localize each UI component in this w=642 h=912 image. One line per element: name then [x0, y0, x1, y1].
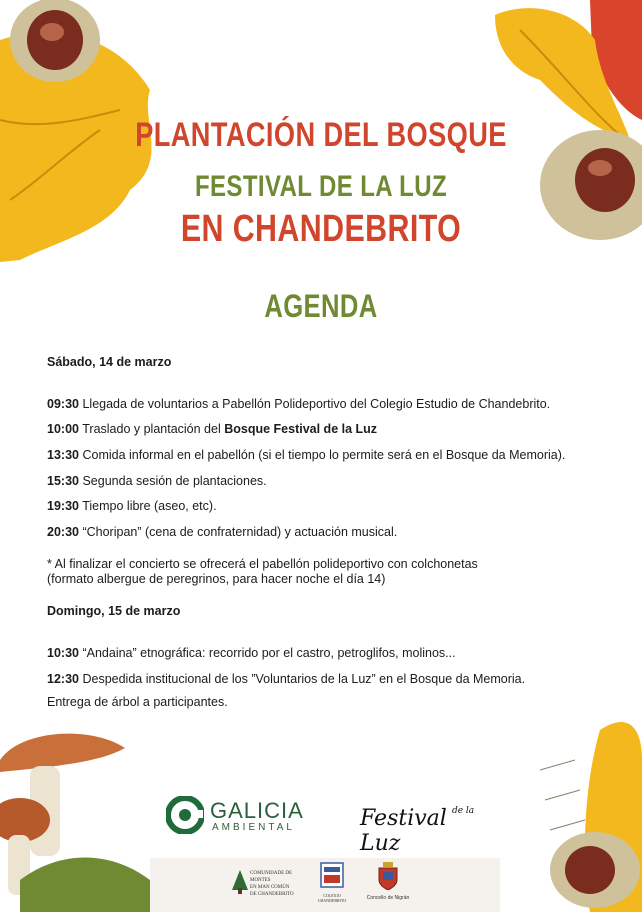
agenda-item: 12:30 Despedida institucional de los ”Voluntarios de la Luz” en el Bosque da Memoria. [47, 672, 526, 686]
montes-line-3: DE CHANDEBRITO [250, 892, 294, 897]
tree-icon [232, 870, 248, 894]
festival-luz: Luz [360, 831, 401, 856]
coat-of-arms-icon [377, 862, 399, 890]
agenda-heading: AGENDA [264, 288, 378, 324]
note-line-1: * Al finalizar el concierto se ofrecerá el pabellón polideportivo con colchonetas [47, 557, 478, 571]
concello-label: Concello de Nigrán [366, 895, 410, 901]
agenda-item: 15:30 Segunda sesión de plantaciones. [47, 474, 267, 488]
school-logo [312, 862, 352, 906]
agenda-item: 19:30 Tiempo libre (aseo, etc). [47, 499, 217, 513]
festival-logo [360, 806, 500, 856]
agenda-item: 10:30 “Andaina” etnográfica: recorrido por el castro, petroglifos, molinos... [47, 646, 456, 660]
title-plantacion: PLANTACIÓN DEL BOSQUE [135, 116, 507, 154]
school-emblem-icon [320, 862, 344, 888]
agenda-item: 09:30 Llegada de voluntarios a Pabellón Polideportivo del Colegio Estudio de Chandebrito. [47, 397, 551, 411]
leaves-bottom-right [540, 722, 642, 912]
galicia-ambiental-logo [166, 796, 306, 836]
festival-word: Festival [360, 806, 447, 831]
montes-logo [232, 866, 302, 906]
title-festival: FESTIVAL DE LA LUZ [194, 170, 448, 203]
galicia-logo-icon [166, 796, 204, 834]
closing-line: Entrega de árbol a participantes. [47, 695, 228, 709]
agenda-item: 13:30 Comida informal en el pabellón (si el tiempo lo permite será en el Bosque da Memoria). [47, 448, 566, 462]
title-chandebrito: EN CHANDEBRITO [180, 208, 462, 250]
saturday-title: Sábado, 14 de marzo [47, 355, 172, 369]
montes-line-2: EN MAN COMÚN [250, 885, 290, 890]
note-line-2: (formato albergue de peregrinos, para hacer noche el día 14) [47, 572, 386, 586]
school-line-1: COLEXIO [323, 893, 341, 898]
galicia-sub: AMBIENTAL [212, 822, 295, 833]
chestnut-burr-top-left [10, 0, 100, 82]
festival-de: de la [451, 806, 475, 816]
concello-logo [360, 862, 416, 906]
agenda-item: 20:30 “Choripan” (cena de confraternidad) y actuación musical. [47, 525, 398, 539]
montes-line-1: COMUNIDADE DE MONTES [250, 871, 293, 883]
agenda-item: 10:00 Traslado y plantación del Bosque Festival de la Luz [47, 422, 378, 436]
mushroom-bottom-left [0, 734, 150, 912]
sunday-title: Domingo, 15 de marzo [47, 604, 181, 618]
galicia-name: GALICIA [210, 798, 304, 823]
school-line-2: CHANDEBRITO [317, 898, 347, 903]
